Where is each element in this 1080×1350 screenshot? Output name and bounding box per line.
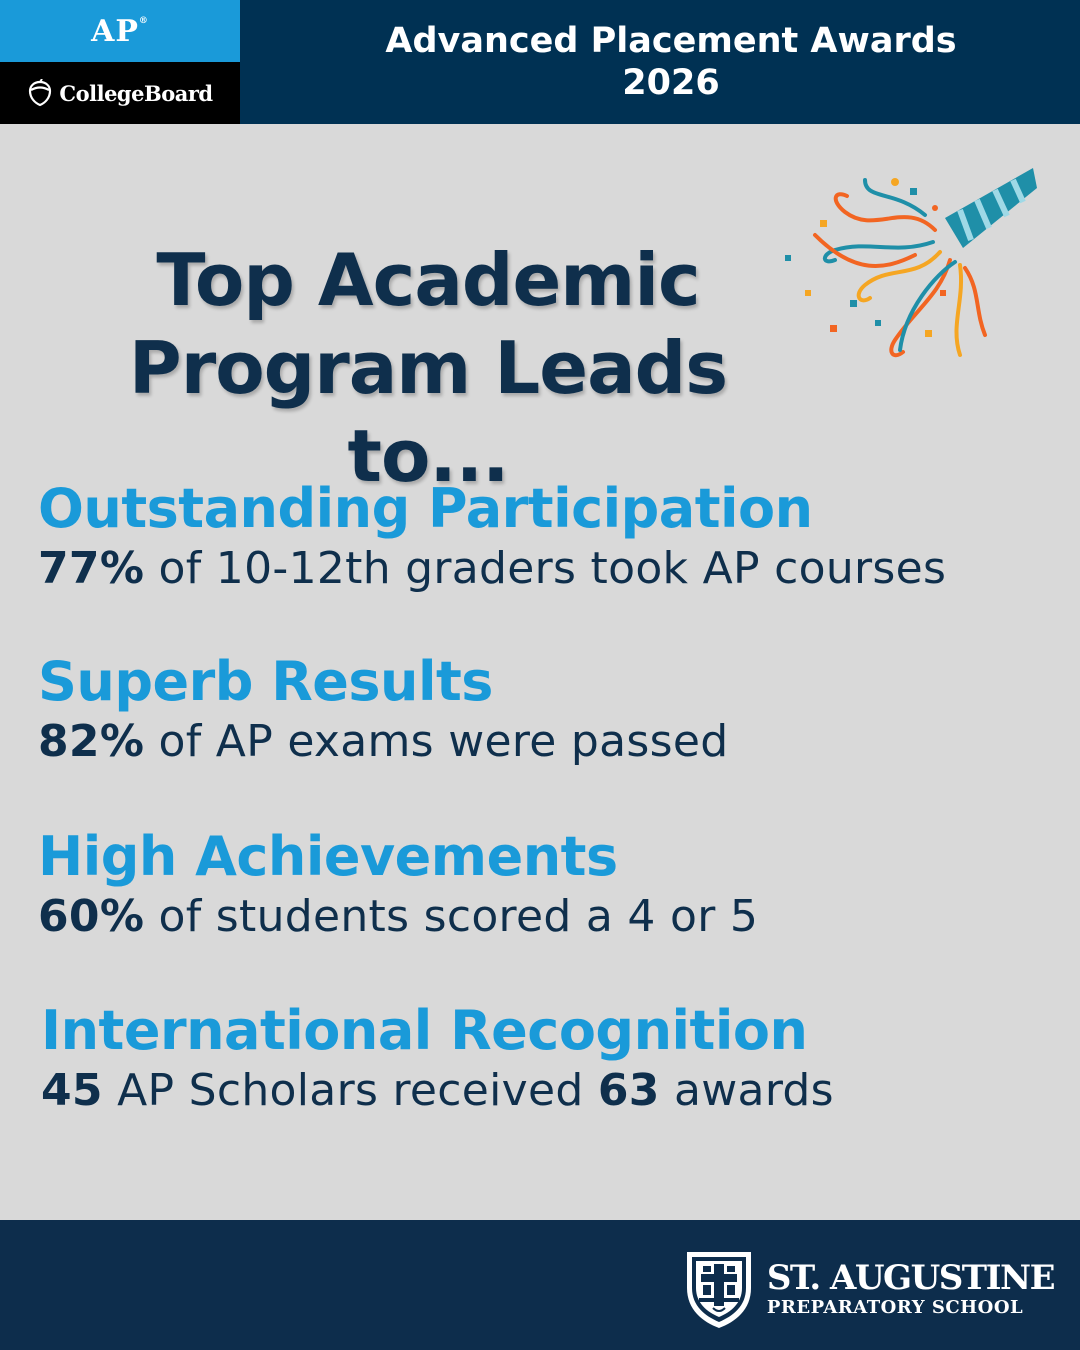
header-title <box>262 20 1080 104</box>
school-logo <box>683 1248 1054 1330</box>
header-bar <box>0 0 1080 124</box>
stat-description: of AP exams were passed <box>144 716 729 767</box>
acorn-icon <box>27 79 53 107</box>
stat-text <box>38 540 1048 598</box>
stat-text <box>41 1062 1051 1120</box>
headline <box>38 236 818 500</box>
footer-bar <box>0 1220 1080 1350</box>
stat-heading: Outstanding Participation <box>38 477 813 540</box>
header-title-year: 2026 <box>622 63 720 103</box>
stat-participation <box>38 478 1048 598</box>
stat-value: 60% <box>38 891 145 942</box>
stat-text <box>38 713 1048 771</box>
school-subtitle: PREPARATORY SCHOOL <box>766 1297 1024 1318</box>
school-wordmark <box>767 1259 1054 1319</box>
stat-value: 45 <box>41 1065 103 1116</box>
stat-description: of students scored a 4 or 5 <box>144 891 759 942</box>
party-popper-icon <box>775 160 1050 375</box>
stat-heading: Superb Results <box>38 650 493 713</box>
shield-crest-icon <box>683 1248 755 1330</box>
headline-line2: Program Leads to... <box>128 326 728 498</box>
stat-value-awards: 63 <box>597 1065 660 1116</box>
stat-description: of 10-12th graders took AP courses <box>144 543 947 594</box>
stat-results <box>38 651 1048 771</box>
stat-heading: High Achievements <box>38 825 618 888</box>
stat-heading: International Recognition <box>41 999 808 1062</box>
stat-value: 77% <box>38 543 145 594</box>
stat-achievements <box>38 826 1048 946</box>
stat-description-end: awards <box>659 1065 834 1116</box>
stat-text <box>38 888 1048 946</box>
collegeboard-logo <box>0 62 240 124</box>
stat-description: AP Scholars received <box>102 1065 598 1116</box>
ap-logo <box>0 0 240 62</box>
stat-recognition <box>41 1000 1051 1120</box>
header-title-line1: Advanced Placement Awards <box>385 21 957 61</box>
stat-value: 82% <box>38 716 145 767</box>
ap-logo-text: AP® <box>91 13 149 49</box>
school-name: ST. AUGUSTINE <box>766 1258 1054 1298</box>
collegeboard-text: CollegeBoard <box>59 80 213 106</box>
headline-line1: Top Academic <box>156 238 700 322</box>
